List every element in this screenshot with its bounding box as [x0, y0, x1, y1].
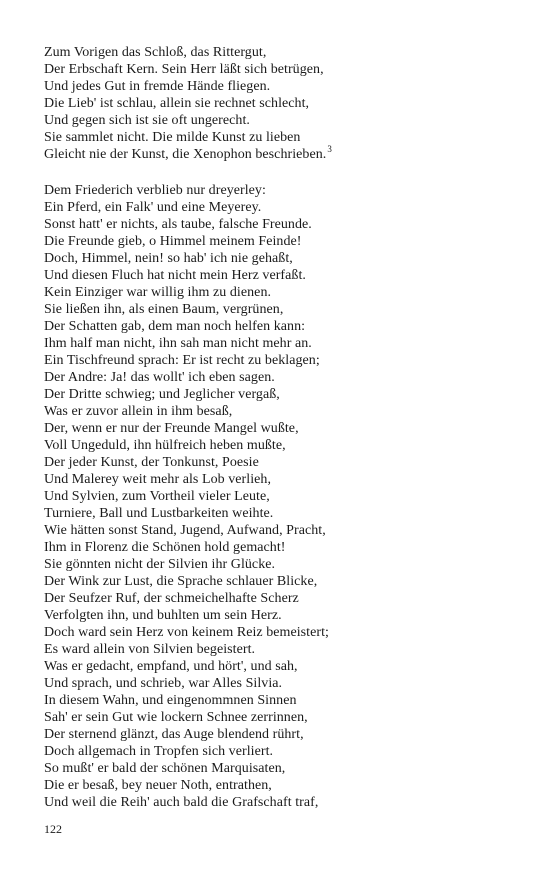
verse-line: Doch ward sein Herz von keinem Reiz bemeistert;: [44, 625, 329, 640]
verse-line: Und Sylvien, zum Vortheil vieler Leute,: [44, 489, 270, 504]
verse-line: Sonst hatt' er nichts, als taube, falsche Freunde.: [44, 217, 312, 232]
verse-line: Der Seufzer Ruf, der schmeichelhafte Scherz: [44, 591, 299, 606]
verse-line: Der Wink zur Lust, die Sprache schlauer Blicke,: [44, 574, 318, 589]
stanza-1: [44, 44, 524, 163]
verse-line: Ihm half man nicht, ihn sah man nicht mehr an.: [44, 336, 312, 351]
verse-line: Der sternend glänzt, das Auge blendend rührt,: [44, 727, 304, 742]
verse-line-text: Gleicht nie der Kunst, die Xenophon beschrieben.: [44, 147, 327, 162]
verse-line: Der Andre: Ja! das wollt' ich eben sagen.: [44, 370, 275, 385]
verse-line: Dem Friederich verblieb nur dreyerley:: [44, 183, 266, 198]
verse-line: Die Freunde gieb, o Himmel meinem Feinde!: [44, 234, 302, 249]
verse-line: Und sprach, und schrieb, war Alles Silvia.: [44, 676, 283, 691]
verse-line: Was er gedacht, empfand, und hört', und sah,: [44, 659, 298, 674]
poem-text: [44, 44, 524, 811]
verse-line: Es ward allein von Silvien begeistert.: [44, 642, 256, 657]
verse-line: Der Dritte schwieg; und Jeglicher vergaß,: [44, 387, 280, 402]
verse-line: Ein Pferd, ein Falk' und eine Meyerey.: [44, 200, 262, 215]
verse-line: Wie hätten sonst Stand, Jugend, Aufwand, Pracht,: [44, 523, 326, 538]
verse-line: In diesem Wahn, und eingenommnen Sinnen: [44, 693, 297, 708]
stanza-2: [44, 182, 524, 811]
verse-line: Und weil die Reih' auch bald die Grafschaft traf,: [44, 795, 319, 810]
verse-line: Verfolgten ihn, und buhlten um sein Herz.: [44, 608, 282, 623]
verse-line: Was er zuvor allein in ihm besaß,: [44, 404, 233, 419]
verse-line: Der Erbschaft Kern. Sein Herr läßt sich betrügen,: [44, 62, 324, 77]
verse-line: Und jedes Gut in fremde Hände fliegen.: [44, 79, 271, 94]
verse-line-with-footnote: [44, 146, 524, 163]
verse-line: Die er besaß, bey neuer Noth, entrathen,: [44, 778, 272, 793]
verse-line: Und gegen sich ist sie oft ungerecht.: [44, 113, 250, 128]
verse-line: Doch, Himmel, nein! so hab' ich nie gehaßt,: [44, 251, 293, 266]
verse-line: Sie gönnten nicht der Silvien ihr Glücke.: [44, 557, 276, 572]
verse-line: Kein Einziger war willig ihm zu dienen.: [44, 285, 272, 300]
verse-line: Sah' er sein Gut wie lockern Schnee zerrinnen,: [44, 710, 308, 725]
page-number: 122: [44, 822, 62, 836]
verse-line: So mußt' er bald der schönen Marquisaten,: [44, 761, 286, 776]
verse-line: Die Lieb' ist schlau, allein sie rechnet schlecht,: [44, 96, 310, 111]
verse-line: Der Schatten gab, dem man noch helfen kann:: [44, 319, 306, 334]
verse-line: Der jeder Kunst, der Tonkunst, Poesie: [44, 455, 259, 470]
verse-line: Ein Tischfreund sprach: Er ist recht zu beklagen;: [44, 353, 320, 368]
verse-line: Und diesen Fluch hat nicht mein Herz verfaßt.: [44, 268, 306, 283]
footnote-marker: 3: [327, 144, 332, 155]
verse-line: Und Malerey weit mehr als Lob verlieh,: [44, 472, 271, 487]
verse-line: Doch allgemach in Tropfen sich verliert.: [44, 744, 274, 759]
verse-line: Turniere, Ball und Lustbarkeiten weihte.: [44, 506, 274, 521]
verse-line: Zum Vorigen das Schloß, das Rittergut,: [44, 45, 267, 60]
verse-line: Ihm in Florenz die Schönen hold gemacht!: [44, 540, 286, 555]
verse-line: Der, wenn er nur der Freunde Mangel wußte,: [44, 421, 299, 436]
verse-line: Sie sammlet nicht. Die milde Kunst zu lieben: [44, 130, 301, 145]
verse-line: Sie ließen ihn, als einen Baum, vergrünen,: [44, 302, 284, 317]
verse-line: Voll Ungeduld, ihn hülfreich heben mußte,: [44, 438, 286, 453]
